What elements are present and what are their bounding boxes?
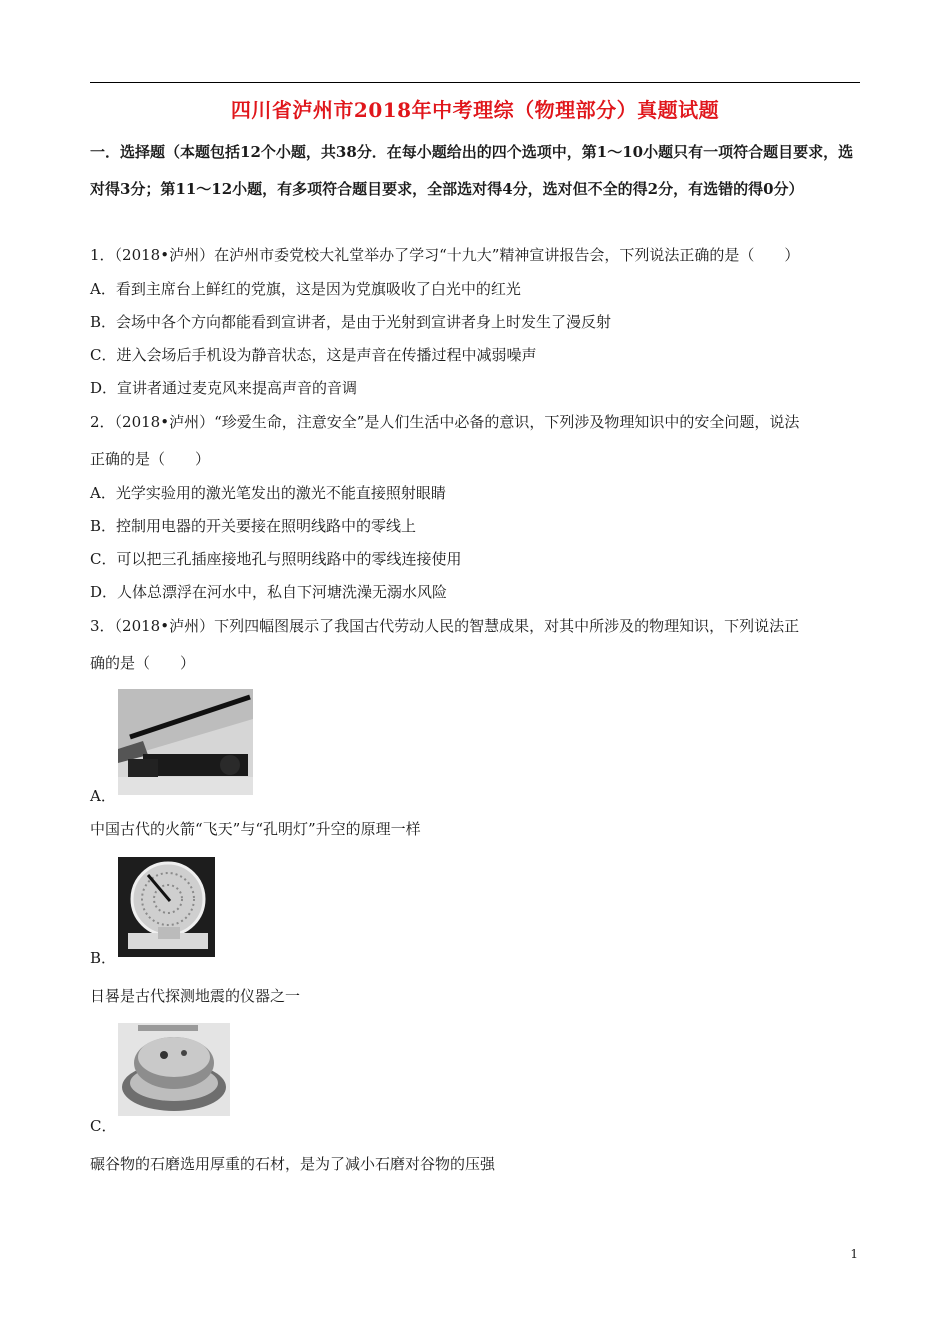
question-1-option-d: D．宣讲者通过麦克风来提高声音的音调 [90,379,358,397]
question-2-stem-line-2: 正确的是（ ） [90,450,211,468]
question-2-option-d: D．人体总漂浮在河水中，私自下河塘洗澡无溺水风险 [90,583,448,601]
question-2-stem-line-1: 2．（2018•泸州）“珍爱生命，注意安全”是人们生活中必备的意识，下列涉及物理知识中的安全问题，说法 [90,413,800,431]
header-rule [90,82,860,83]
question-3-option-b-label: B． [90,949,117,967]
question-3-option-c-label: C． [90,1117,117,1135]
section-heading: 一．选择题（本题包括12个小题，共38分．在每小题给出的四个选项中，第1～10小题只有一项符合题目要求，选对得3分；第11～12小题，有多项符合题目要求，全部选对得4分，选对但不全的得2分，有选错的得0分） [90,143,854,198]
question-2-option-a: A．光学实验用的激光笔发出的激光不能直接照射眼睛 [90,484,446,502]
question-3-option-a-label: A． [90,787,116,805]
rocket-image [118,689,253,795]
question-1-option-c: C．进入会场后手机设为静音状态，这是声音在传播过程中减弱噪声 [90,346,537,364]
question-3-stem-line-1: 3．（2018•泸州）下列四幅图展示了我国古代劳动人民的智慧成果，对其中所涉及的物理知识，下列说法正 [90,617,800,635]
question-3-option-c-text: 碾谷物的石磨选用厚重的石材，是为了减小石磨对谷物的压强 [90,1155,496,1173]
question-2-option-c: C．可以把三孔插座接地孔与照明线路中的零线连接使用 [90,550,462,568]
page-title: 四川省泸州市2018年中考理综（物理部分）真题试题 [230,98,720,122]
question-3-stem-line-2: 确的是（ ） [90,654,196,672]
question-2-option-b: B．控制用电器的开关要接在照明线路中的零线上 [90,517,417,535]
question-1-option-b: B．会场中各个方向都能看到宣讲者，是由于光射到宣讲者身上时发生了漫反射 [90,313,612,331]
sundial-image [118,857,215,957]
question-3-option-b-text: 日晷是古代探测地震的仪器之一 [90,987,301,1005]
question-1-stem: 1．（2018•泸州）在泸州市委党校大礼堂举办了学习“十九大”精神宣讲报告会，下列说法正确的是（ ） [90,246,800,264]
question-3-option-a-text: 中国古代的火箭“飞天”与“孔明灯”升空的原理一样 [90,820,421,838]
millstone-image [118,1023,230,1116]
page-number: 1 [850,1247,858,1261]
question-1-option-a: A．看到主席台上鲜红的党旗，这是因为党旗吸收了白光中的红光 [90,280,521,298]
